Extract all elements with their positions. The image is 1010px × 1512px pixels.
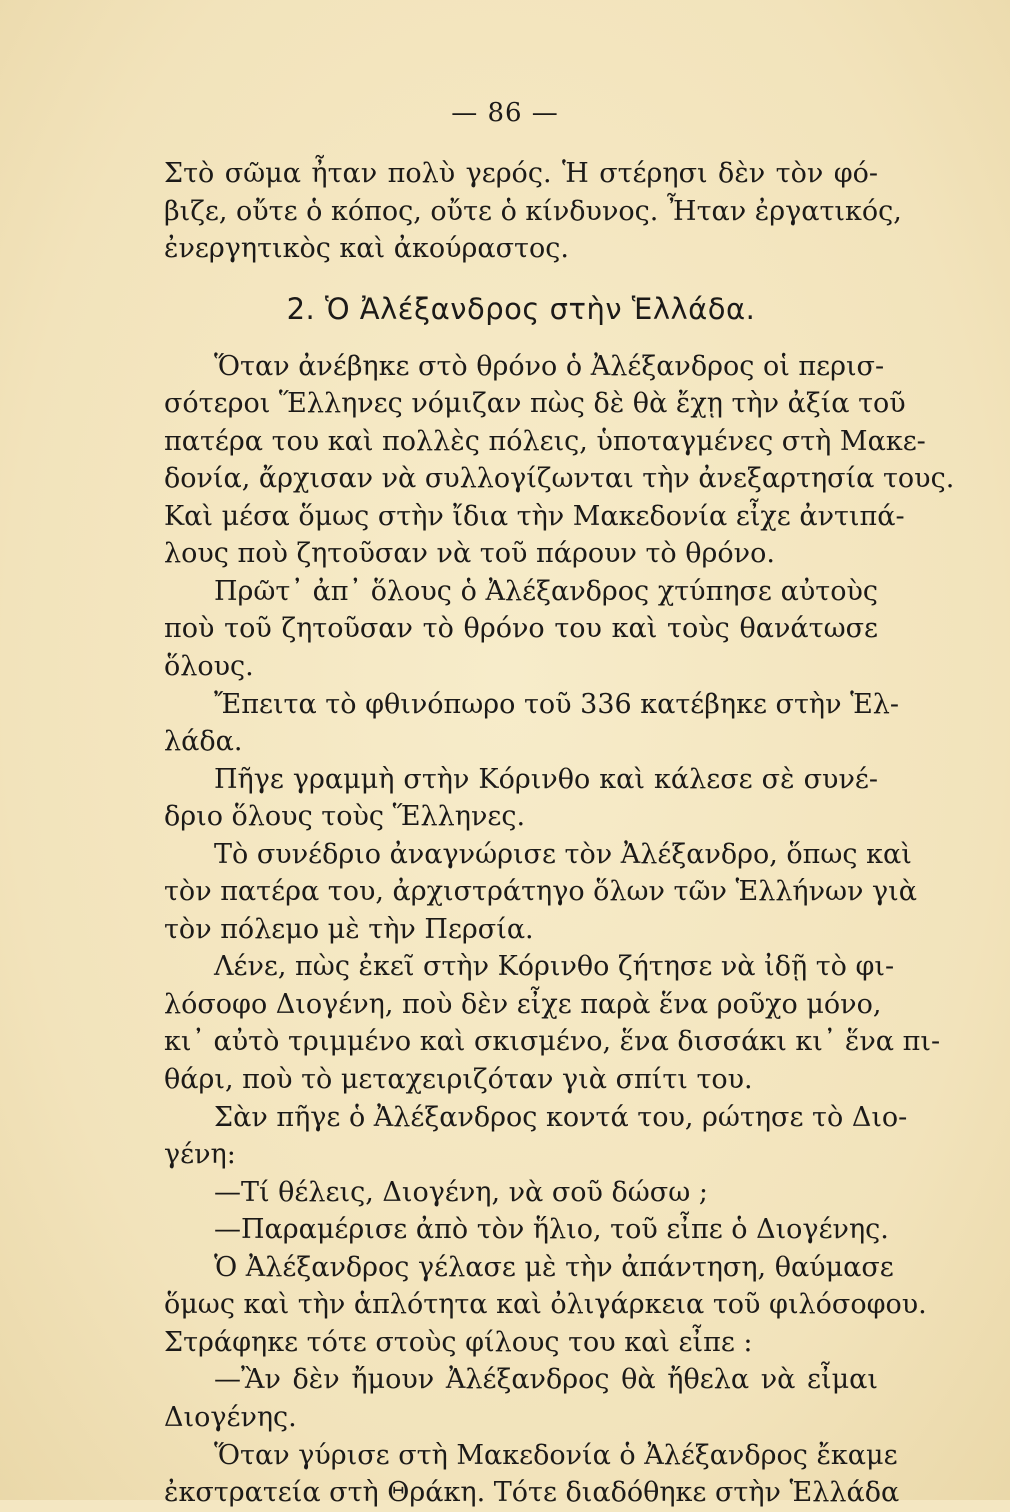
text-line: Διογένης. — [164, 1401, 297, 1433]
text-line: πατέρα του καὶ πολλὲς πόλεις, ὑποταγμένες στὴ Μακε- — [164, 425, 926, 457]
dialogue-line: —Παραμέρισε ἀπὸ τὸν ἥλιο, τοῦ εἶπε ὁ Διογένης. — [214, 1214, 889, 1246]
text-line: Στράφηκε τότε στοὺς φίλους του καὶ εἶπε : — [164, 1326, 753, 1358]
section-heading: 2. Ὁ Ἀλέξανδρος στὴν Ἑλλάδα. — [286, 291, 756, 326]
dialogue-line: —Ἂν δὲν ἤμουν Ἀλέξανδρος θὰ ἤθελα νὰ εἶμαι — [214, 1364, 878, 1396]
text-line: λους ποὺ ζητοῦσαν νὰ τοῦ πάρουν τὸ θρόνο. — [164, 538, 775, 570]
text-line: θάρι, ποὺ τὸ μεταχειριζόταν γιὰ σπίτι του. — [164, 1064, 753, 1096]
text-line: ὅμως καὶ τὴν ἁπλότητα καὶ ὀλιγάρκεια τοῦ φιλόσοφου. — [164, 1289, 927, 1321]
text-line: δονία, ἄρχισαν νὰ συλλογίζωνται τὴν ἀνεξαρτησία τους. — [164, 463, 955, 495]
text-line: κι᾽ αὐτὸ τριμμένο καὶ σκισμένο, ἕνα δισσάκι κι᾽ ἕνα πι- — [164, 1026, 941, 1058]
text-line: Ὅταν γύρισε στὴ Μακεδονία ὁ Ἀλέξανδρος ἔκαμε — [214, 1439, 898, 1471]
body-text — [164, 155, 955, 1512]
dialogue-line: —Τί θέλεις, Διογένη, νὰ σοῦ δώσω ; — [214, 1176, 708, 1208]
text-line: σότεροι Ἕλληνες νόμιζαν πὼς δὲ θὰ ἔχῃ τὴν ἀξία τοῦ — [164, 388, 906, 420]
text-line: βιζε, οὔτε ὁ κόπος, οὔτε ὁ κίνδυνος. Ἦταν ἐργατικός, — [164, 195, 902, 227]
text-line: ποὺ τοῦ ζητοῦσαν τὸ θρόνο του καὶ τοὺς θανάτωσε — [164, 613, 878, 645]
text-line: ἐκστρατεία στὴ Θράκη. Τότε διαδόθηκε στὴν Ἑλλάδα — [164, 1477, 900, 1509]
text-line: ἐνεργητικὸς καὶ ἀκούραστος. — [164, 233, 569, 265]
text-line: Ὁ Ἀλέξανδρος γέλασε μὲ τὴν ἀπάντηση, θαύμασε — [214, 1251, 894, 1283]
text-line: Πῆγε γραμμὴ στὴν Κόρινθο καὶ κάλεσε σὲ συνέ- — [214, 763, 878, 795]
text-line: τὸν πόλεμο μὲ τὴν Περσία. — [164, 913, 534, 945]
text-line: λάδα. — [164, 726, 243, 758]
text-line: Σὰν πῆγε ὁ Ἀλέξανδρος κοντά του, ρώτησε τὸ Διο- — [214, 1101, 908, 1133]
text-line: Τὸ συνέδριο ἀναγνώρισε τὸν Ἀλέξανδρο, ὅπως καὶ — [214, 838, 912, 870]
text-line: Ἔπειτα τὸ φθινόπωρο τοῦ 336 κατέβηκε στὴν Ἑλ- — [214, 688, 900, 720]
text-line: λόσοφο Διογένη, ποὺ δὲν εἶχε παρὰ ἕνα ροῦχο μόνο, — [164, 988, 882, 1020]
text-line: δριο ὅλους τοὺς Ἕλληνες. — [164, 801, 526, 833]
text-line: Στὸ σῶμα ἦταν πολὺ γερός. Ἡ στέρησι δὲν τὸν φό- — [164, 158, 878, 189]
text-line: Καὶ μέσα ὅμως στὴν ἴδια τὴν Μακεδονία εἶχε ἀντιπά- — [164, 500, 905, 532]
text-line: γένη: — [164, 1139, 236, 1171]
text-line: ὅλους. — [164, 651, 254, 683]
text-line: Ὅταν ἀνέβηκε στὸ θρόνο ὁ Ἀλέξανδρος οἱ περισ- — [214, 350, 885, 382]
text-line: Πρῶτ᾽ ἀπ᾽ ὅλους ὁ Ἀλέξανδρος χτύπησε αὐτοὺς — [214, 575, 878, 607]
page-number: — 86 — — [451, 98, 559, 128]
text-line: Λένε, πὼς ἐκεῖ στὴν Κόρινθο ζήτησε νὰ ἰδῇ τὸ φι- — [214, 951, 895, 983]
text-line: τὸν πατέρα του, ἀρχιστράτηγο ὅλων τῶν Ἑλλήνων γιὰ — [164, 876, 917, 908]
